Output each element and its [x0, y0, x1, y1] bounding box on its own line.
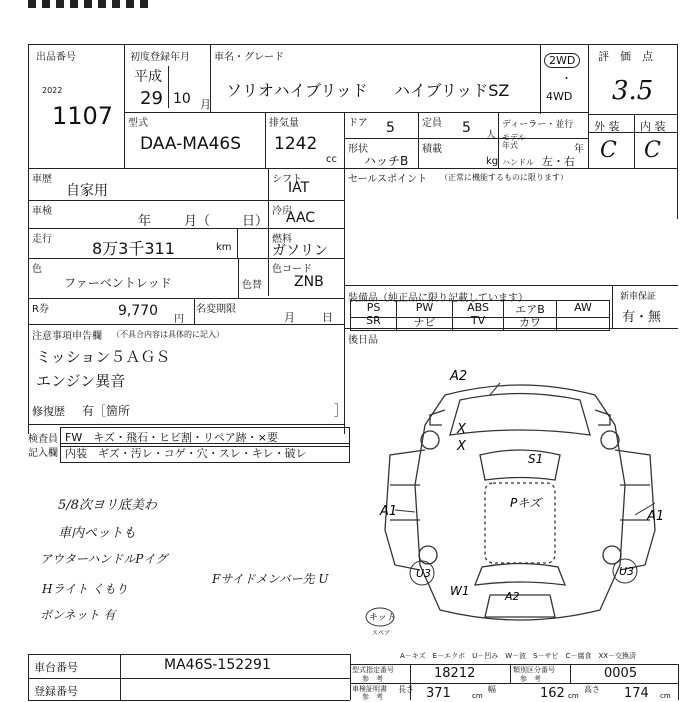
- inspector-label-1: 検査員: [28, 434, 58, 445]
- cert-sub: 参 考: [362, 693, 383, 701]
- notes-line-1: ミッション５ＡＧＳ: [36, 348, 171, 366]
- inspection-year: 年: [138, 214, 152, 229]
- type-sub: 参 考: [362, 675, 383, 683]
- mark-x-2: X: [457, 439, 466, 454]
- lot-small: 2022: [42, 86, 63, 95]
- cc-unit: cc: [326, 154, 337, 165]
- handwritten-line-4: Hライト くもり: [42, 582, 128, 596]
- person-unit: 人: [486, 130, 496, 141]
- drive-dot: ・: [561, 72, 572, 85]
- color: ファーベントレッド: [64, 276, 172, 290]
- handwritten-line-1: 5/8次ヨリ底美わ: [58, 498, 157, 513]
- reg-number-label: 登録番号: [34, 685, 78, 698]
- doors: 5: [386, 120, 395, 136]
- equipment-label: 装備品（純正品に限り記載しています）: [348, 293, 528, 304]
- drive-4wd: 4WD: [546, 90, 573, 103]
- lot-number: 1107: [52, 102, 114, 130]
- type-label: 型式指定番号: [352, 666, 394, 674]
- inspection-label: 車検: [32, 206, 52, 217]
- capacity: 5: [462, 120, 471, 136]
- month-mark: 月: [200, 98, 211, 111]
- mark-x-1: X: [457, 422, 466, 437]
- door-label: ドア: [348, 118, 368, 129]
- equip-airbag: エアB: [504, 301, 557, 317]
- equipment-row-2: [350, 314, 610, 331]
- new-warranty-label: 新車保証: [620, 292, 657, 302]
- equip-abs: ABS: [453, 301, 504, 317]
- shape-label: 形状: [348, 144, 368, 155]
- interior-label: 内 装: [640, 120, 666, 133]
- reg-month: 10: [173, 91, 191, 107]
- class-number: 0005: [604, 666, 638, 681]
- mark-a2-bottom: A2: [505, 590, 520, 603]
- mark-s1: S1: [528, 452, 544, 466]
- usage: 自家用: [66, 183, 108, 199]
- sales-label: セールスポイント: [348, 174, 428, 185]
- name-label: 車名・グレード: [214, 52, 284, 63]
- lot-label: 出品番号: [36, 52, 76, 63]
- chassis-label: 車台番号: [34, 661, 78, 674]
- model-label: 型式: [128, 118, 148, 129]
- equip-aw: AW: [574, 301, 592, 314]
- fuel-label: 燃料: [272, 234, 292, 245]
- load-label: 積載: [422, 144, 442, 155]
- color-label: 色: [32, 264, 42, 275]
- ac: AAC: [286, 210, 316, 226]
- class-sub: 参 考: [520, 675, 541, 683]
- year-unit: 年: [574, 144, 584, 155]
- exterior-grade: C: [600, 138, 617, 163]
- mark-w1: W1: [450, 584, 470, 598]
- mark-u3-left: U3: [416, 567, 432, 580]
- after-label: 後日品: [348, 335, 378, 346]
- top-dash-border: [28, 0, 148, 8]
- type-number: 18212: [434, 666, 476, 681]
- era: 平成: [134, 69, 162, 85]
- mark-pkizu: Pキズ: [510, 496, 541, 510]
- mark-a1-right: A1: [647, 509, 665, 524]
- equip-navi: ナビ: [397, 314, 453, 330]
- width: 162: [540, 686, 565, 701]
- warranty-value: 有・無: [622, 310, 662, 325]
- class-label: 類別区分番号: [513, 666, 555, 674]
- nc-month: 月: [284, 311, 295, 324]
- color-code-label: 色コード: [272, 264, 312, 275]
- recycle-label: R券: [32, 304, 49, 315]
- score-label: 評 価 点: [598, 50, 653, 63]
- reg-year: 29: [140, 88, 163, 109]
- shape: ハッチB: [364, 154, 409, 168]
- sales-note: （正常に機能するものに限ります）: [440, 173, 568, 182]
- width-label: 幅: [488, 685, 496, 694]
- kg-unit: kg: [486, 156, 499, 167]
- notes-label: 注意事項申告欄: [32, 331, 102, 342]
- handwritten-line-6: Fサイドメンバー先 U: [212, 572, 329, 586]
- first-reg-label: 初度登録年月: [130, 52, 190, 63]
- equip-leather: カワ: [504, 314, 557, 330]
- nc-day: 日: [322, 311, 333, 324]
- height: 174: [624, 686, 649, 701]
- handwritten-line-3: アウターハンドルPイグ: [40, 552, 168, 566]
- fuel: ガソリン: [272, 243, 328, 259]
- equip-tv: TV: [453, 314, 504, 330]
- color-change-label: 色替: [242, 280, 262, 291]
- inspection-month: 月（: [184, 214, 211, 229]
- height-label: 高さ: [584, 685, 600, 694]
- exterior-label: 外 装: [594, 120, 620, 133]
- shift: IAT: [288, 180, 310, 196]
- ac-label: 冷房: [272, 206, 292, 217]
- drive-2wd: 2WD: [544, 53, 580, 68]
- damage-legend: A－キズ E－エクボ U－凹み W－波 S－サビ C－腐食 XX－交換済: [400, 652, 637, 660]
- handle: 左・右: [542, 155, 575, 168]
- length: 371: [426, 686, 451, 701]
- interior-grade: C: [644, 138, 661, 163]
- equip-sr: SR: [351, 314, 397, 330]
- inspector-row-1: FW キズ・飛石・ヒビ割・リペア跡・×要: [60, 427, 350, 447]
- car-damage-diagram: [350, 355, 695, 645]
- capacity-label: 定員: [422, 118, 442, 129]
- model: DAA-MA46S: [140, 134, 242, 154]
- repair-label: 修復歴: [32, 405, 65, 418]
- name-change-label: 名変期限: [196, 304, 236, 315]
- mark-a2-top: A2: [450, 369, 468, 384]
- repair-bracket: ］: [334, 404, 348, 419]
- mark-u3-right: U3: [619, 565, 635, 578]
- usage-label: 車歴: [32, 174, 52, 185]
- cm-3: cm: [660, 692, 671, 700]
- repair-value: 有［箇所: [82, 404, 131, 418]
- length-label: 長さ: [398, 685, 414, 694]
- mark-a1-left: A1: [380, 504, 398, 519]
- color-code: ZNB: [294, 274, 324, 290]
- grade: ハイブリッドSZ: [394, 81, 510, 100]
- dealer-label: ディーラー・並行: [502, 120, 574, 130]
- yen-unit: 円: [174, 314, 184, 325]
- shift-label: シフト: [272, 174, 302, 185]
- km-unit: km: [216, 242, 232, 253]
- displacement: 1242: [274, 134, 318, 154]
- inspection-day: 日）: [242, 214, 269, 229]
- equip-pw: PW: [397, 301, 453, 317]
- handwritten-line-5: ボンネット 有: [40, 608, 116, 622]
- inspector-row-2: 内装 ギズ・汚レ・コゲ・穴・スレ・キレ・破レ: [60, 443, 350, 463]
- equip-ps: PS: [351, 301, 397, 317]
- car-name: ソリオハイブリッド: [226, 81, 368, 100]
- mileage-label: 走行: [32, 234, 52, 245]
- score: 3.5: [612, 76, 654, 106]
- notes-line-2: エンジン異音: [36, 372, 126, 390]
- recycle: 9,770: [118, 303, 159, 319]
- displacement-label: 排気量: [269, 118, 299, 129]
- mark-spare: スペア: [372, 630, 391, 637]
- inspector-label-2: 記入欄: [28, 448, 58, 459]
- cm-1: cm: [472, 692, 483, 700]
- cm-2: cm: [568, 692, 579, 700]
- handle-label: ハンドル: [502, 158, 534, 167]
- chassis-number: MA46S-152291: [164, 657, 271, 673]
- cert-label: 車検証明書: [352, 685, 387, 693]
- mileage: 8万3千311: [92, 239, 175, 258]
- handwritten-line-2: 車内ペットも: [58, 526, 137, 541]
- notes-sublabel: （不具合内容は具体的に記入）: [112, 330, 224, 339]
- mark-kit: キット: [368, 613, 395, 623]
- model-year-label: モデル 年式: [502, 133, 526, 150]
